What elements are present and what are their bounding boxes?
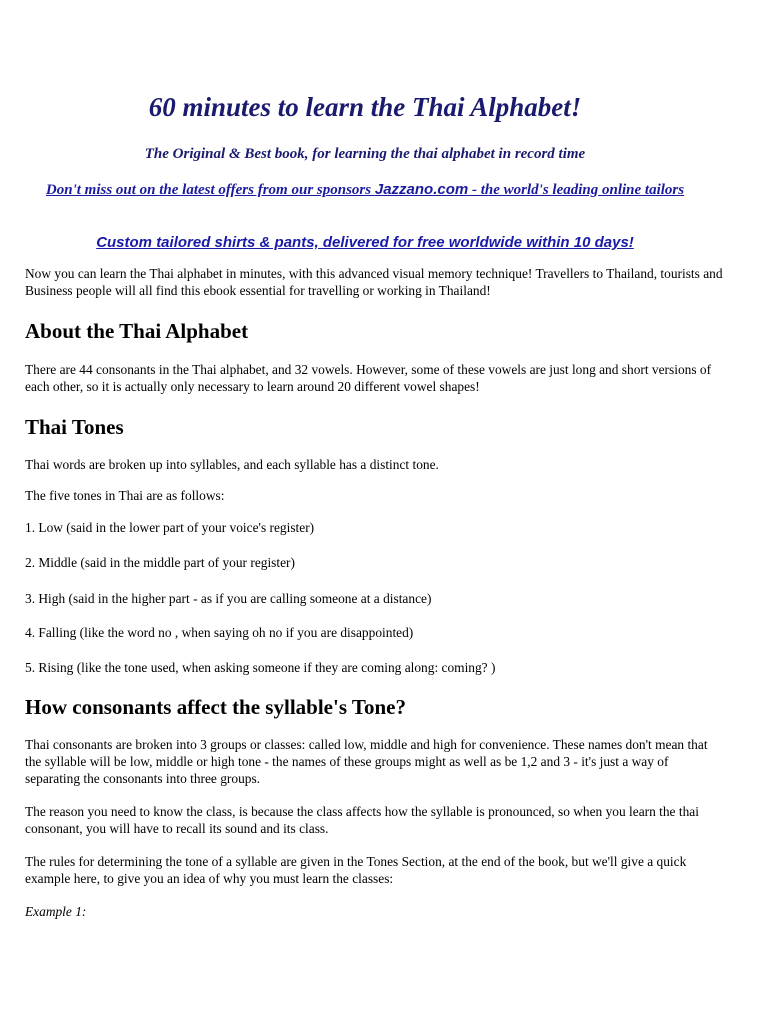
example-label: Example 1: <box>25 904 87 919</box>
about-heading: About the Thai Alphabet <box>25 319 249 343</box>
sponsor-prefix: Don't miss out on the latest offers from our sponsors <box>45 182 375 198</box>
page-title: 60 minutes to learn the Thai Alphabet! <box>148 92 582 122</box>
tone-item-falling: 4. Falling (like the word no , when saying oh no if you are disappointed) <box>25 625 414 640</box>
consonants-heading: How consonants affect the syllable's Tone? <box>25 695 406 719</box>
consonants-paragraph-1: Thai consonants are broken into 3 groups or classes: called low, middle and high for convenience. These names don't mean that the syllable will be low, middle or high tone - the names of these groups might as well as be 1,2 and 3 - it's just a way of separating the consonants into three groups. <box>25 737 708 786</box>
intro-paragraph: Now you can learn the Thai alphabet in minutes, with this advanced visual memory technique! Travellers to Thailand, tourists and Business people will all find this ebook essential for travelling or working in Thailand! <box>25 266 723 298</box>
tone-item-middle: 2. Middle (said in the middle part of your register) <box>25 555 295 570</box>
tone-item-rising: 5. Rising (like the tone used, when asking someone if they are coming along: coming? ) <box>25 660 496 675</box>
page-subtitle: The Original & Best book, for learning the thai alphabet in record time <box>144 146 586 162</box>
promo-link[interactable]: Custom tailored shirts & pants, delivered for free worldwide within 10 days! <box>96 234 634 251</box>
about-paragraph: There are 44 consonants in the Thai alphabet, and 32 vowels. However, some of these vowels are just long and short versions of each other, so it is actually only necessary to learn around 20 different vowel shapes! <box>25 362 712 394</box>
tones-intro: Thai words are broken up into syllables, and each syllable has a distinct tone. <box>25 457 439 472</box>
tones-list-intro: The five tones in Thai are as follows: <box>25 488 225 503</box>
consonants-paragraph-2: The reason you need to know the class, is because the class affects how the syllable is pronounced, so when you learn the thai consonant, you will have to recall its sound and its class. <box>25 804 699 836</box>
sponsor-link[interactable] <box>40 180 690 200</box>
tone-item-low: 1. Low (said in the lower part of your voice's register) <box>25 520 315 535</box>
consonants-paragraph-3: The rules for determining the tone of a syllable are given in the Tones Section, at the end of the book, but we'll give a quick example here, to give you an idea of why you must learn the classes: <box>25 854 687 886</box>
sponsor-suffix: - the world's leading online tailors <box>468 182 685 198</box>
tone-item-high: 3. High (said in the higher part - as if you are calling someone at a distance) <box>25 591 432 606</box>
sponsor-site: Jazzano.com <box>374 181 469 198</box>
tones-heading: Thai Tones <box>25 415 124 439</box>
